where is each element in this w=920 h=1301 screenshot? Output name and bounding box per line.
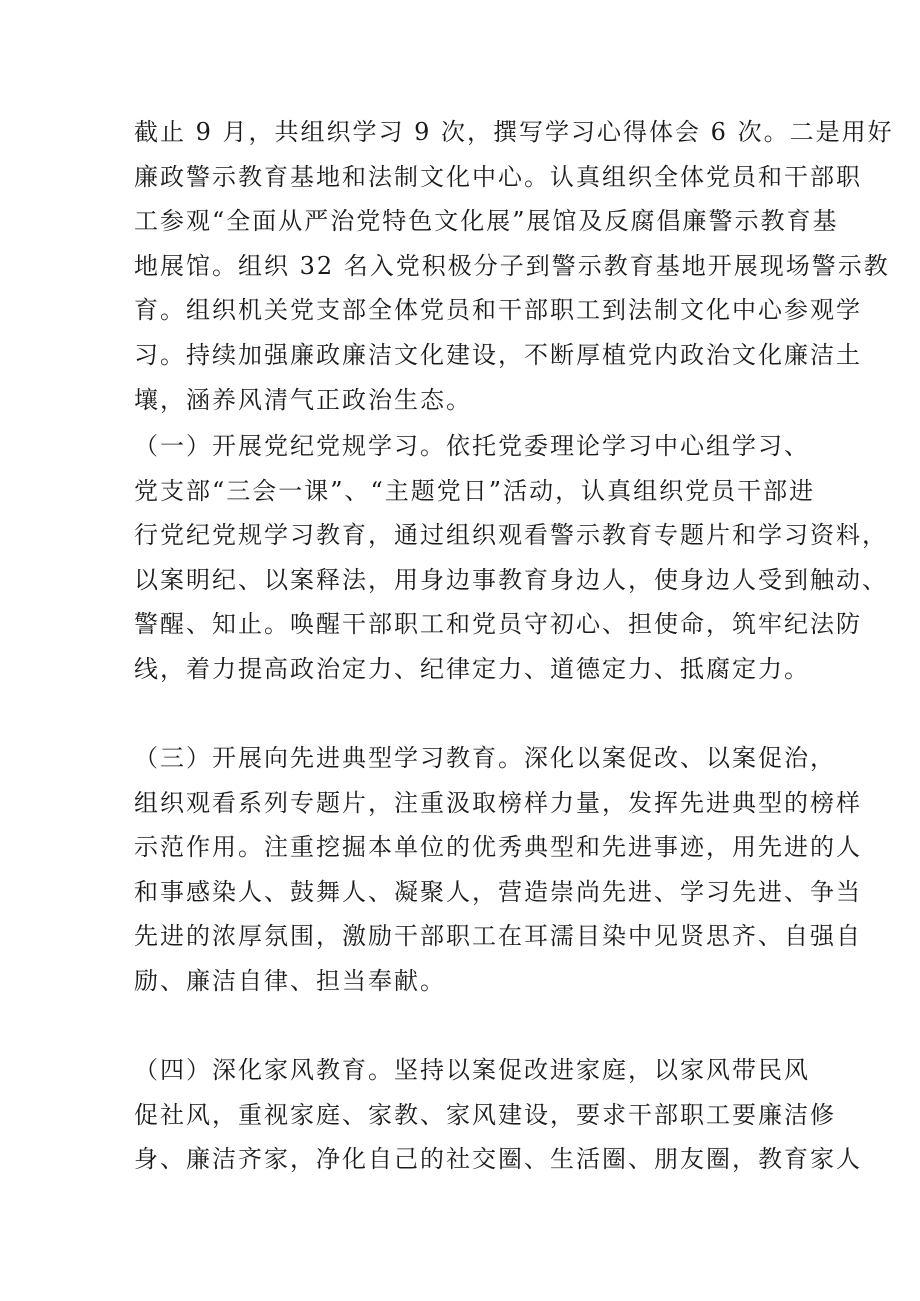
- text-line: 示范作用。注重挖掘本单位的优秀典型和先进事迹，用先进的人: [134, 833, 862, 862]
- text-line: 警醒、知止。唤醒干部职工和党员守初心、担使命，筑牢纪法防: [134, 610, 862, 639]
- text-line: 和事感染人、鼓舞人、凝聚人，营造崇尚先进、学习先进、争当: [134, 877, 862, 906]
- paragraph-discipline-study: [134, 424, 888, 692]
- paragraph-model-education: [134, 736, 862, 1004]
- text-line: （四）深化家风教育。坚持以案促改进家庭，以家风带民风: [134, 1056, 810, 1084]
- text-line: 行党纪党规学习教育，通过组织观看警示教育专题片和学习资料，: [134, 521, 888, 550]
- text-line: 先进的浓厚氛围，激励干部职工在耳濡目染中见贤思齐、自强自: [134, 922, 862, 951]
- text-line: 习。持续加强廉政廉洁文化建设，不断厚植党内政治文化廉洁土: [134, 340, 862, 369]
- text-line: 地展馆。组织 32 名入党积极分子到警示教育基地开展现场警示教: [134, 251, 890, 280]
- paragraph-study-summary: [134, 110, 894, 422]
- text-line: 壤，涵养风清气正政治生态。: [134, 385, 472, 414]
- text-line: 工参观“全面从严治党特色文化展”展馆及反腐倡廉警示教育基: [134, 207, 839, 236]
- paragraph-family-education: [134, 1048, 862, 1182]
- text-line: 育。组织机关党支部全体党员和干部职工到法制文化中心参观学: [134, 296, 862, 325]
- text-line: （一）开展党纪党规学习。依托党委理论学习中心组学习、: [134, 432, 810, 460]
- text-line: 以案明纪、以案释法，用身边事教育身边人，使身边人受到触动、: [134, 565, 888, 594]
- text-line: （三）开展向先进典型学习教育。深化以案促改、以案促治，: [134, 744, 836, 772]
- text-line: 截止 9 月，共组织学习 9 次，撰写学习心得体会 6 次。二是用好: [134, 118, 894, 146]
- text-line: 线，着力提高政治定力、纪律定力、道德定力、抵腐定力。: [134, 654, 810, 683]
- text-line: 励、廉洁自律、担当奉献。: [134, 966, 446, 995]
- text-line: 促社风，重视家庭、家教、家风建设，要求干部职工要廉洁修: [134, 1100, 836, 1129]
- text-line: 党支部“三会一课”、“主题党日”活动，认真组织党员干部进: [134, 476, 816, 505]
- text-line: 身、廉洁齐家，净化自己的社交圈、生活圈、朋友圈，教育家人: [134, 1145, 862, 1174]
- text-line: 廉政警示教育基地和法制文化中心。认真组织全体党员和干部职: [134, 162, 862, 191]
- text-line: 组织观看系列专题片，注重汲取榜样力量，发挥先进典型的榜样: [134, 788, 862, 817]
